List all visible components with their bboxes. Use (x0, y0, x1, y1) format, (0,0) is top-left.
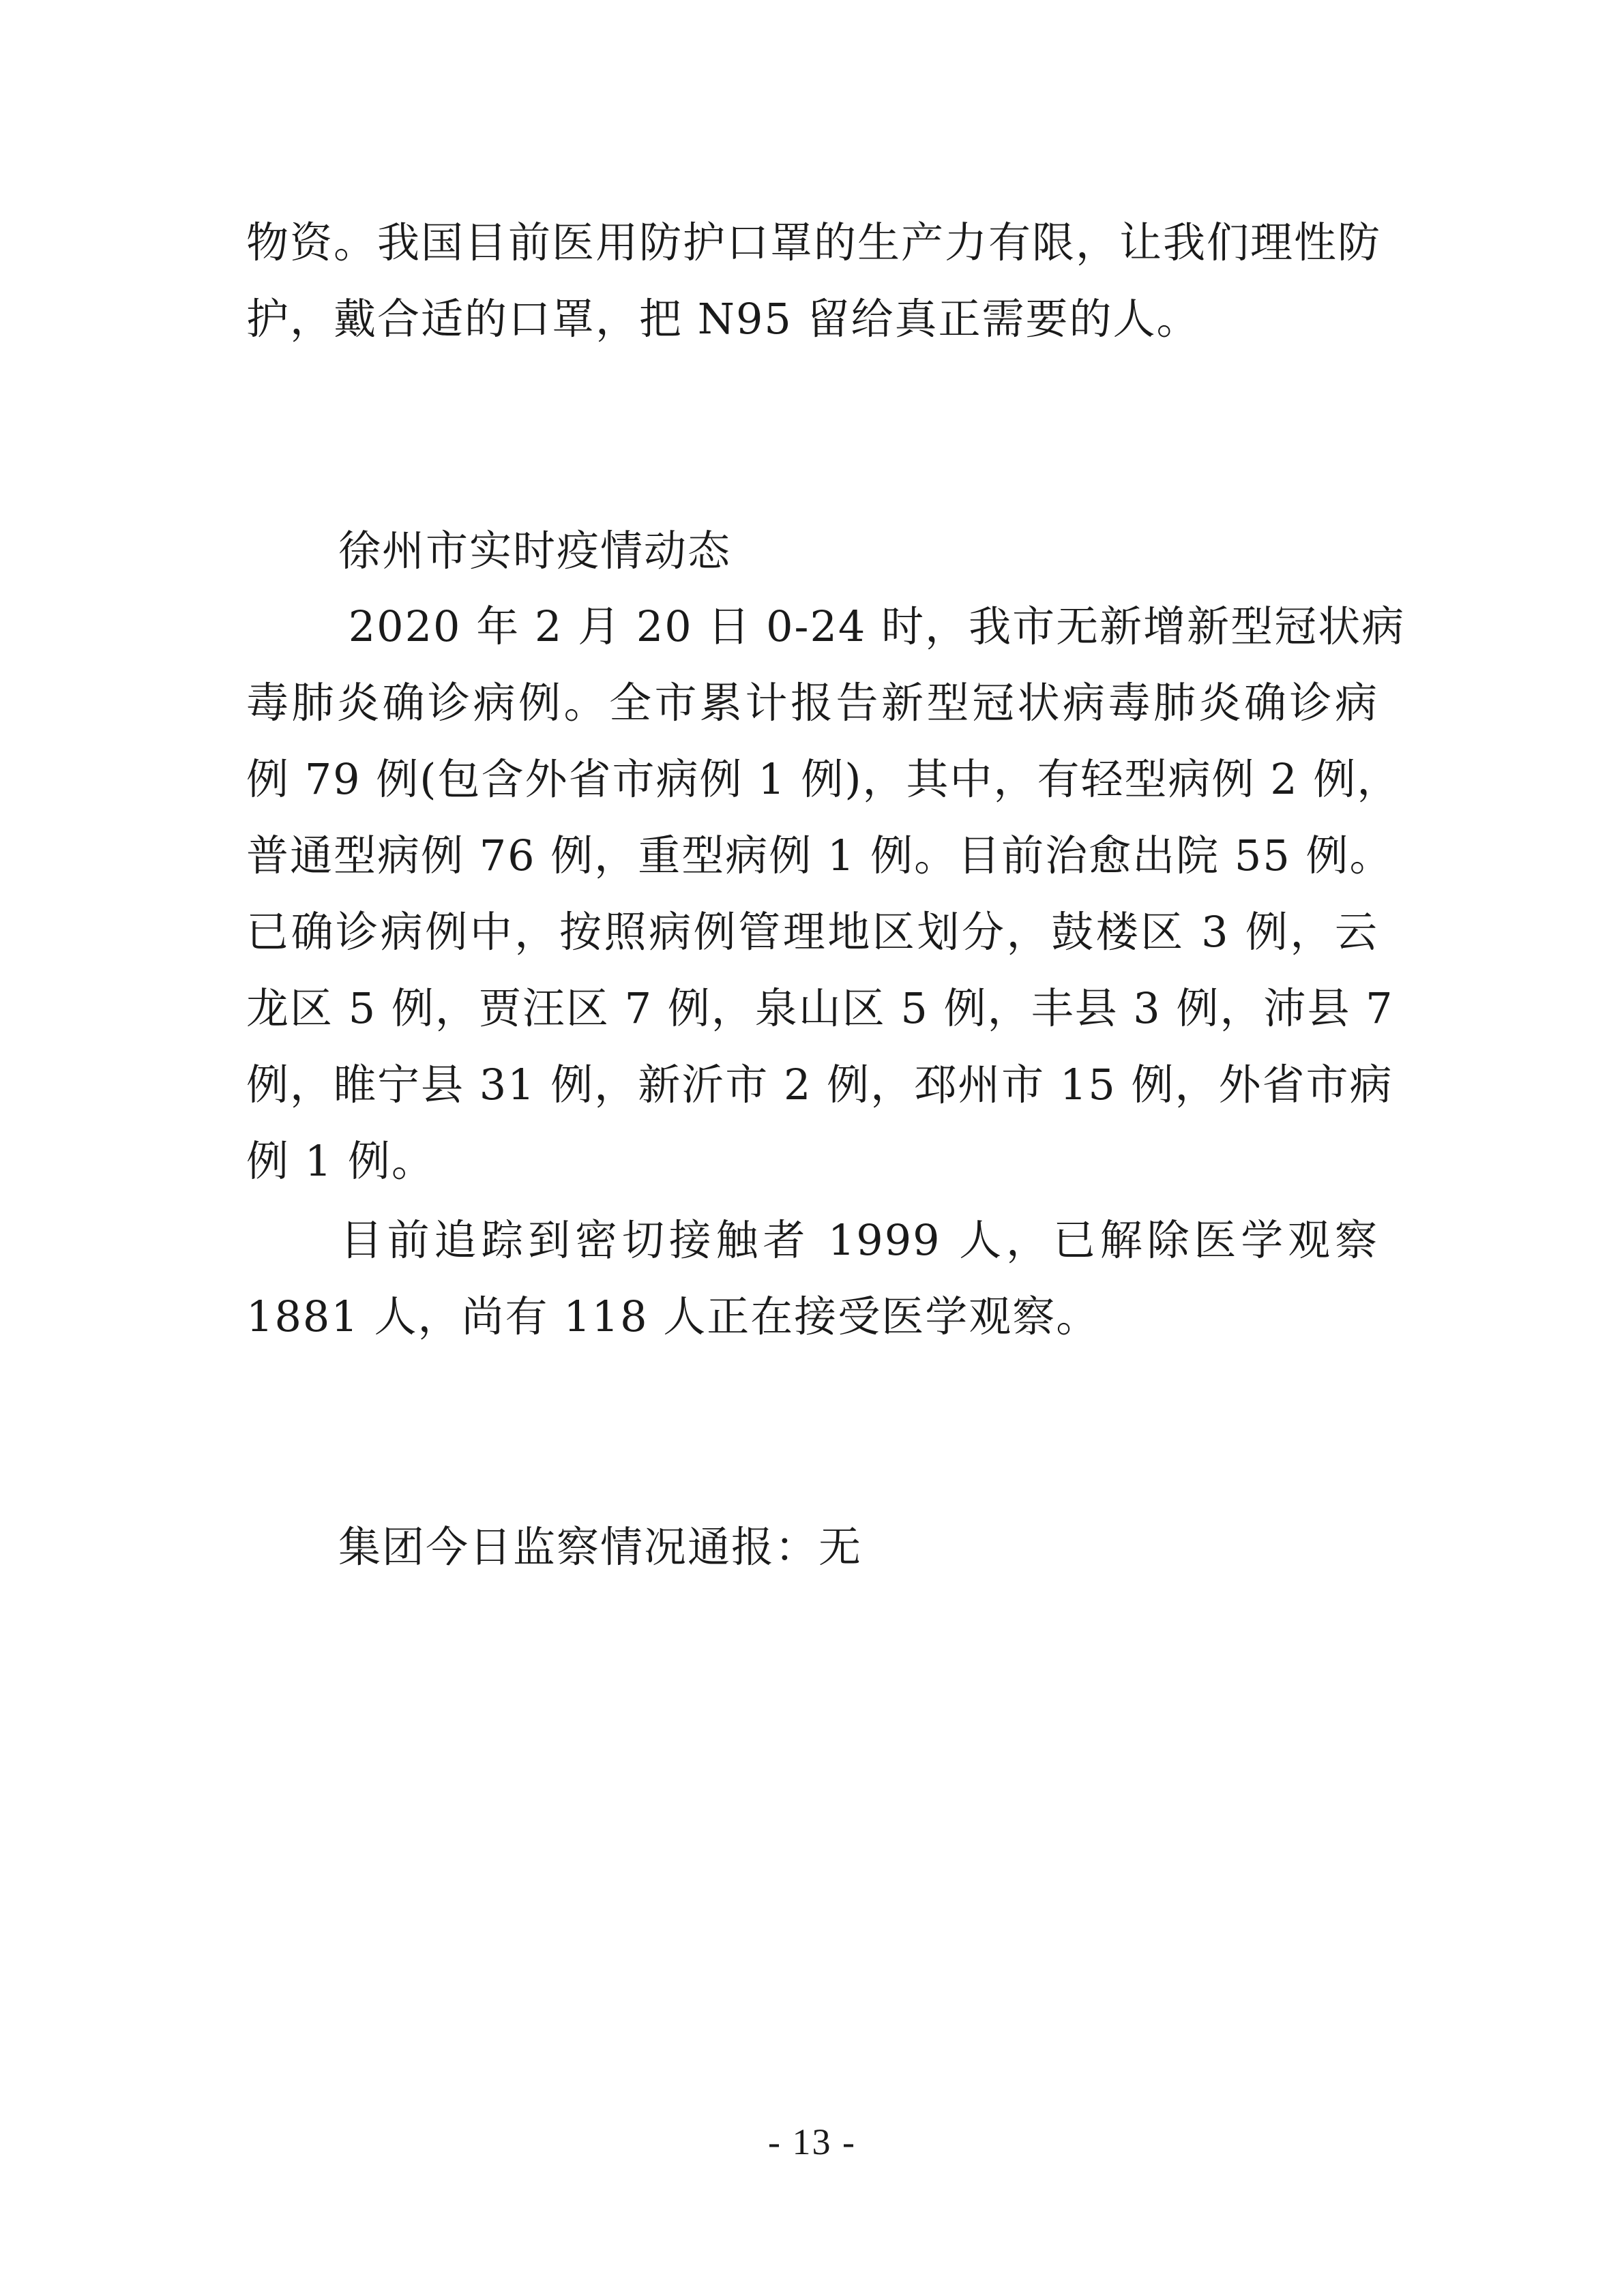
section-heading: 徐州市实时疫情动态 (338, 526, 732, 576)
paragraph-line: 例 1 例。 (246, 1136, 435, 1186)
paragraph-line: 龙区 5 例，贾汪区 7 例，泉山区 5 例，丰县 3 例，沛县 7 (246, 983, 1394, 1033)
contacts-paragraph (246, 1202, 1378, 1355)
supervision-report-heading (338, 1509, 1378, 1585)
page-number: - 13 - (768, 2121, 856, 2162)
paragraph-line: 2020 年 2 月 20 日 0-24 时，我市无新增新型冠状病 (246, 601, 1406, 651)
paragraph-line: 1881 人，尚有 118 人正在接受医学观察。 (246, 1292, 1100, 1341)
paragraph-line: 目前追踪到密切接触者 1999 人，已解除医学观察 (246, 1215, 1378, 1265)
covid-status-heading (338, 513, 1378, 589)
paragraph-line: 普通型病例 76 例，重型病例 1 例。目前治愈出院 55 例。 (246, 831, 1393, 880)
paragraph-line: 例 79 例(包含外省市病例 1 例)，其中，有轻型病例 2 例， (246, 754, 1401, 804)
paragraph-line: 毒肺炎确诊病例。全市累计报告新型冠状病毒肺炎确诊病 (246, 678, 1378, 728)
section-heading: 集团今日监察情况通报：无 (338, 1522, 863, 1572)
paragraph-line: 物资。我国目前医用防护口罩的生产力有限，让我们理性防 (246, 218, 1382, 267)
paragraph-line: 已确诊病例中，按照病例管理地区划分，鼓楼区 3 例，云 (246, 907, 1378, 957)
cases-paragraph (246, 588, 1406, 1199)
paragraph-line: 护，戴合适的口罩，把 N95 留给真正需要的人。 (246, 294, 1200, 344)
paragraph-line: 例，睢宁县 31 例，新沂市 2 例，邳州市 15 例，外省市病 (246, 1060, 1393, 1109)
intro-paragraph (246, 205, 1382, 357)
